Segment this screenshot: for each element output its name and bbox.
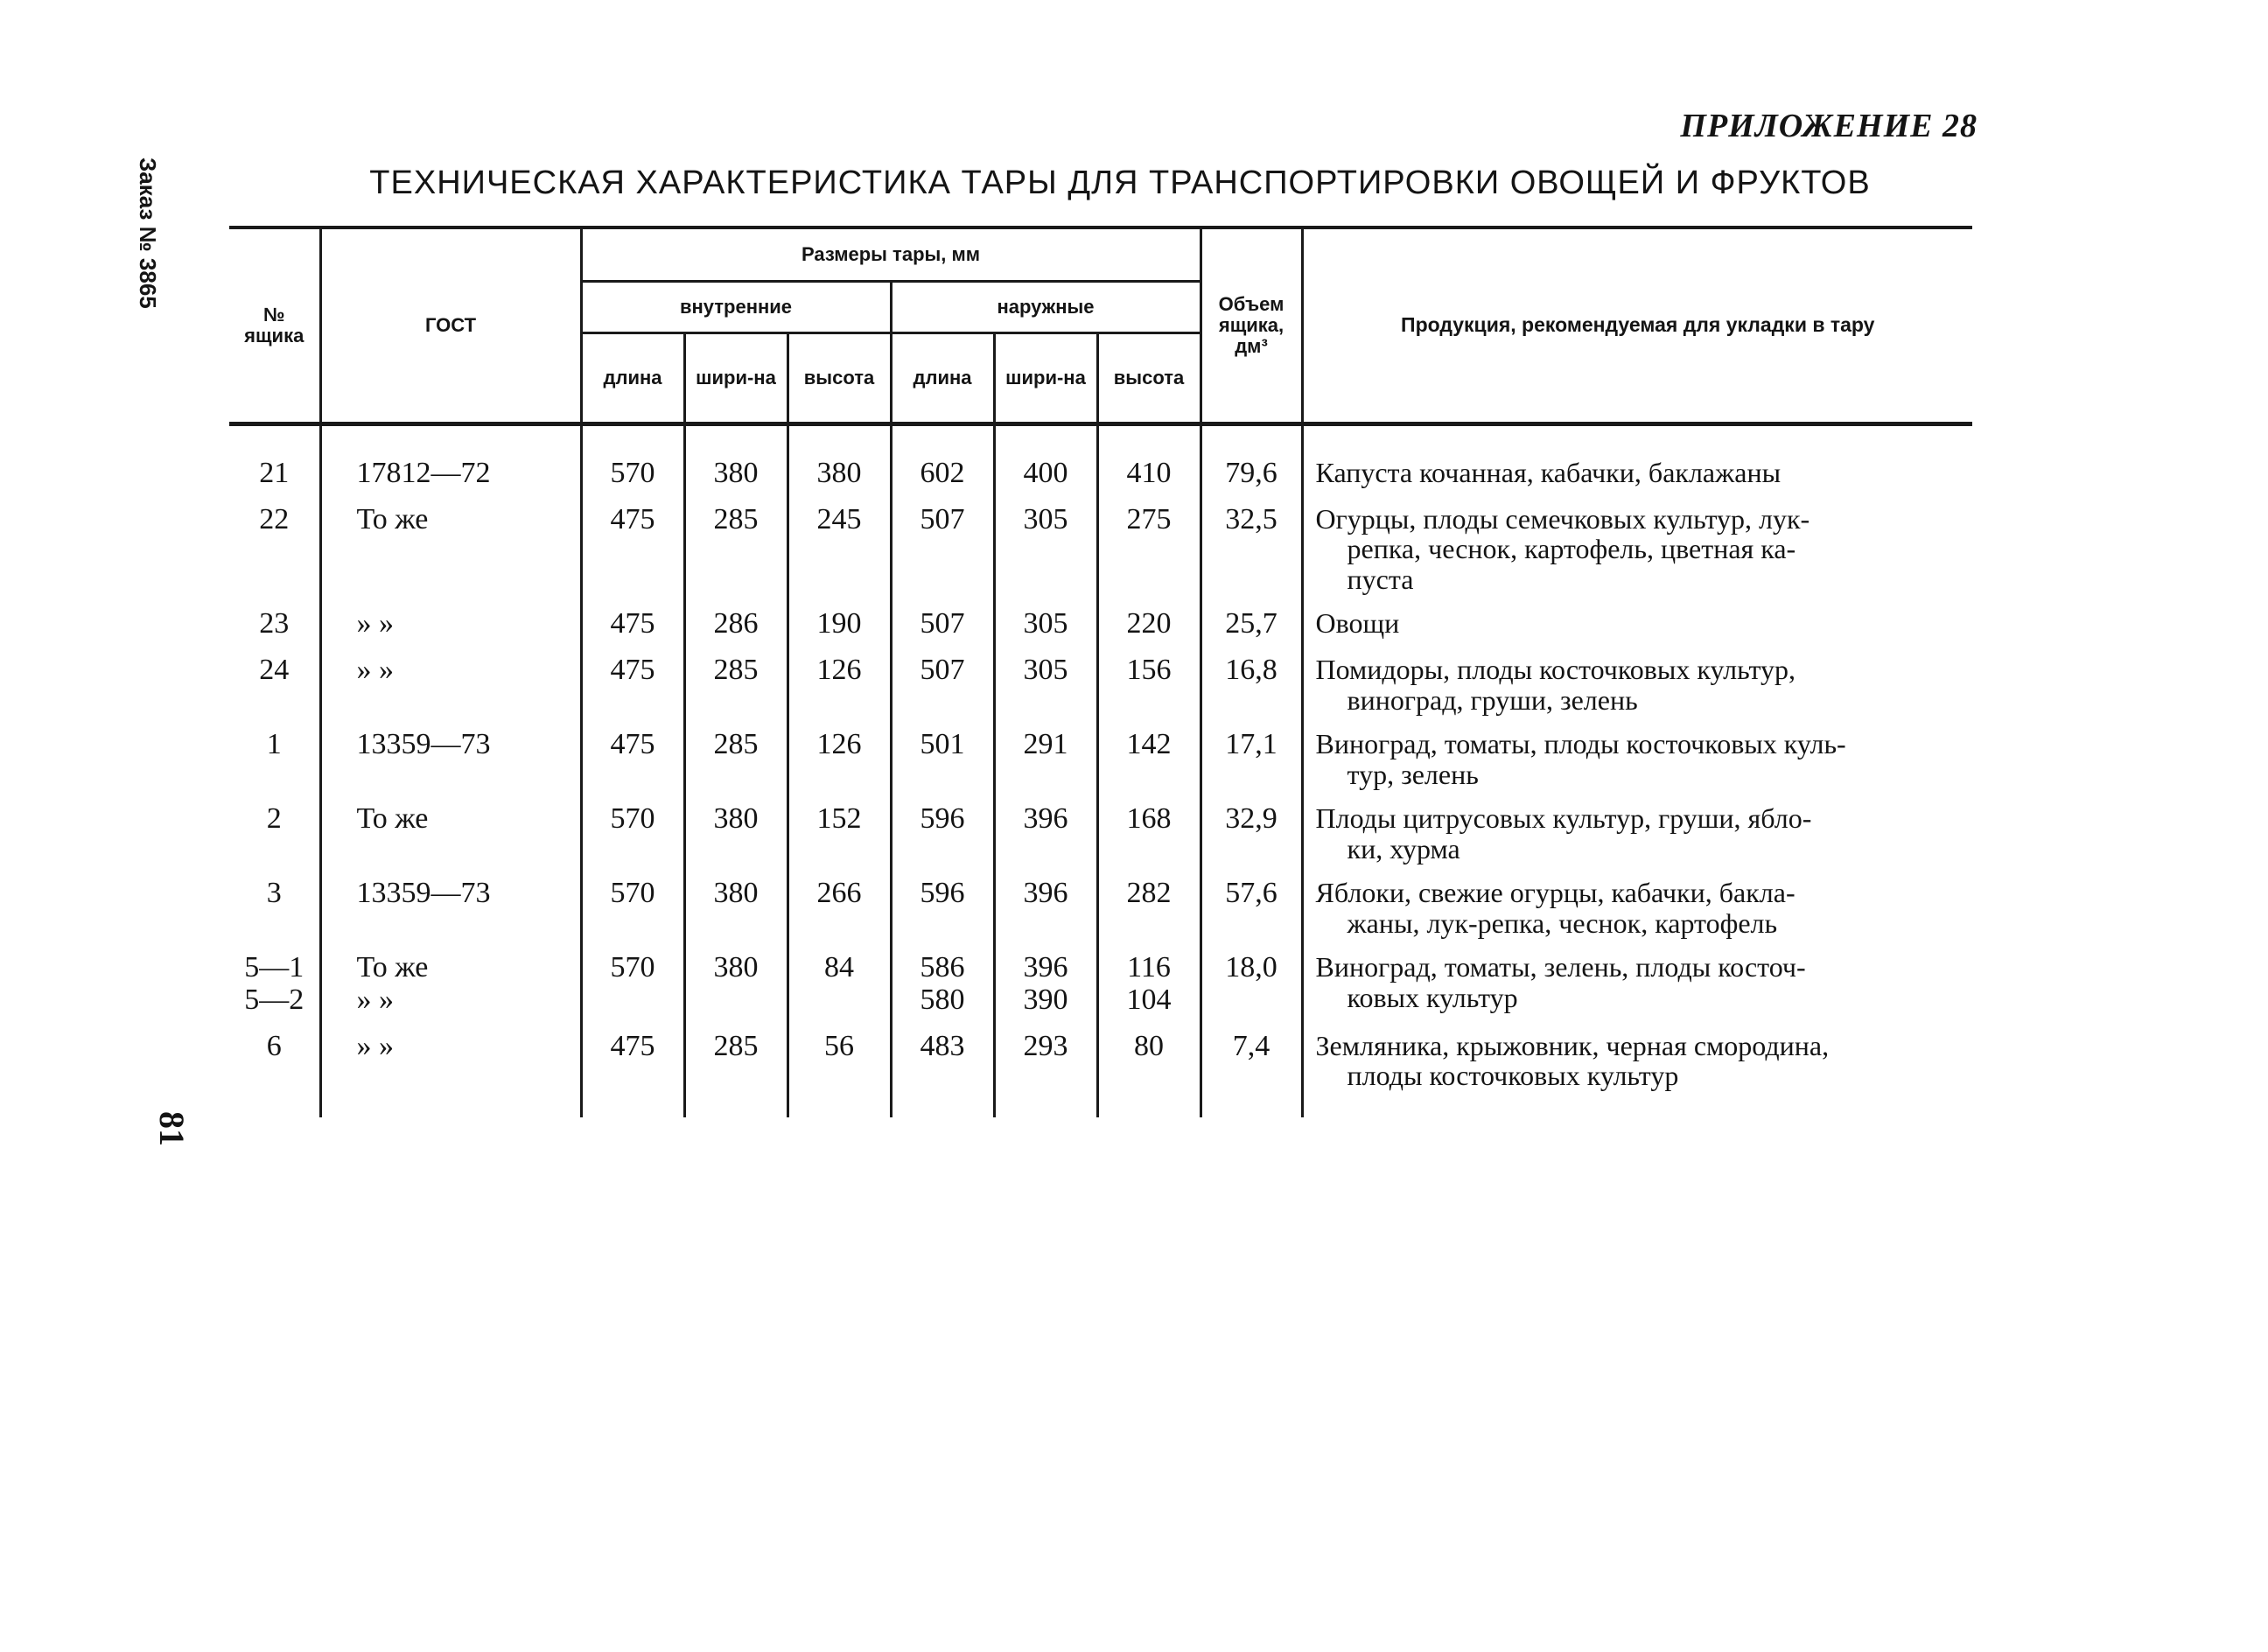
cell-box-no-text: 3 xyxy=(266,877,282,910)
cell-in-l-text: 570 xyxy=(610,877,655,910)
cell-in-h xyxy=(788,451,891,497)
product-line: Виноград, томаты, зелень, плоды косточ- xyxy=(1315,951,1806,984)
cell-vol-text: 16,8 xyxy=(1225,654,1278,687)
cell-box-no-text: 22 xyxy=(259,502,290,536)
cell-in-l-text: 475 xyxy=(610,728,655,761)
cell-out-w xyxy=(994,497,1097,602)
cell-in-w-text: 380 xyxy=(713,802,759,836)
cell-out-w xyxy=(994,451,1097,497)
cell-vol-text: 18,0 xyxy=(1225,951,1278,984)
cell-vol xyxy=(1200,796,1302,871)
cell-out-w-text: 390 xyxy=(1023,984,1068,1017)
cell-out-l xyxy=(891,601,994,648)
cell-vol xyxy=(1200,601,1302,648)
cell-gost xyxy=(320,451,581,497)
table-end-spacer xyxy=(229,1098,1972,1117)
cell-out-w-text: 305 xyxy=(1023,502,1068,536)
cell-in-w xyxy=(684,722,788,796)
cell-in-l xyxy=(581,945,684,1023)
header-dimensions: Размеры тары, мм xyxy=(581,228,1200,282)
cell-in-w-text: 285 xyxy=(713,728,759,761)
table-row xyxy=(229,796,1972,871)
cell-box-no-text: 2 xyxy=(266,802,282,836)
cell-in-l-text: 475 xyxy=(610,1029,655,1062)
cell-out-l-text: 596 xyxy=(920,877,965,910)
cell-in-l xyxy=(581,871,684,945)
product-line: пуста xyxy=(1347,563,1414,595)
cell-in-h xyxy=(788,1024,891,1098)
cell-box-no-text: 21 xyxy=(259,457,290,489)
cell-box-no xyxy=(229,451,320,497)
container-specs-table xyxy=(229,226,1972,1117)
cell-in-l xyxy=(581,601,684,648)
cell-out-h-text: 410 xyxy=(1126,457,1172,489)
cell-products xyxy=(1302,601,1972,648)
cell-out-w xyxy=(994,871,1097,945)
product-line: ковых культур xyxy=(1347,982,1518,1013)
table-row xyxy=(229,945,1972,1023)
cell-out-h xyxy=(1097,871,1200,945)
cell-out-w-text: 396 xyxy=(1023,802,1068,836)
cell-products xyxy=(1302,1024,1972,1098)
cell-in-h-text: 126 xyxy=(816,654,862,687)
cell-in-h xyxy=(788,945,891,1023)
cell-out-h xyxy=(1097,648,1200,722)
cell-out-h xyxy=(1097,945,1200,1023)
cell-in-w-text: 380 xyxy=(713,951,759,984)
cell-out-l xyxy=(891,796,994,871)
cell-in-w xyxy=(684,601,788,648)
cell-vol xyxy=(1200,722,1302,796)
cell-products xyxy=(1302,871,1972,945)
cell-in-w-text: 285 xyxy=(713,502,759,536)
cell-out-l-text: 483 xyxy=(920,1029,965,1062)
cell-in-h xyxy=(788,601,891,648)
cell-out-l xyxy=(891,871,994,945)
cell-vol-text: 32,5 xyxy=(1225,502,1278,536)
table-row xyxy=(229,451,1972,497)
cell-gost-text: » » xyxy=(356,607,394,640)
cell-in-h-text: 56 xyxy=(824,1029,854,1062)
cell-vol xyxy=(1200,451,1302,497)
cell-in-w xyxy=(684,796,788,871)
cell-gost xyxy=(320,796,581,871)
cell-gost-text: » » xyxy=(356,984,394,1017)
cell-out-h xyxy=(1097,451,1200,497)
cell-in-l xyxy=(581,796,684,871)
cell-box-no xyxy=(229,871,320,945)
cell-products xyxy=(1302,722,1972,796)
cell-vol xyxy=(1200,945,1302,1023)
cell-in-h xyxy=(788,871,891,945)
header-products: Продукция, рекомендуемая для укладки в тару xyxy=(1302,228,1972,424)
cell-out-l xyxy=(891,945,994,1023)
cell-in-h-text: 245 xyxy=(816,502,862,536)
header-volume: Объем ящика, дм³ xyxy=(1200,228,1302,424)
header-inner-length: длина xyxy=(581,333,684,424)
cell-in-h-text: 266 xyxy=(816,877,862,910)
table-spacer xyxy=(229,424,1972,452)
cell-out-h xyxy=(1097,722,1200,796)
header-gost: ГОСТ xyxy=(320,228,581,424)
product-line: Плоды цитрусовых культур, груши, ябло- xyxy=(1315,802,1812,835)
cell-gost-text: То же xyxy=(356,951,429,984)
cell-box-no-text: 5—1 xyxy=(244,951,304,984)
product-line: жаны, лук-репка, чеснок, картофель xyxy=(1347,906,1778,939)
cell-products xyxy=(1302,648,1972,722)
cell-in-w xyxy=(684,945,788,1023)
cell-out-w-text: 400 xyxy=(1023,457,1068,489)
cell-vol-text: 32,9 xyxy=(1225,802,1278,836)
cell-out-w xyxy=(994,648,1097,722)
cell-out-w-text: 305 xyxy=(1023,654,1068,687)
cell-out-w-text: 305 xyxy=(1023,607,1068,640)
cell-gost-text: » » xyxy=(356,654,394,687)
order-note: Заказ № 3865 xyxy=(135,158,161,309)
product-line: Помидоры, плоды косточковых культур, xyxy=(1315,654,1796,686)
cell-out-w-text: 291 xyxy=(1023,728,1068,761)
header-inner: внутренние xyxy=(581,282,891,333)
cell-out-w-text: 396 xyxy=(1023,877,1068,910)
cell-in-h xyxy=(788,648,891,722)
cell-vol xyxy=(1200,497,1302,602)
cell-vol-text: 7,4 xyxy=(1232,1029,1270,1062)
header-outer-width: шири-на xyxy=(994,333,1097,424)
cell-out-l xyxy=(891,722,994,796)
cell-out-w xyxy=(994,601,1097,648)
cell-in-l xyxy=(581,1024,684,1098)
cell-in-l xyxy=(581,497,684,602)
cell-gost xyxy=(320,722,581,796)
cell-out-h-text: 275 xyxy=(1126,502,1172,536)
cell-box-no-text: 1 xyxy=(266,728,282,761)
cell-out-h xyxy=(1097,497,1200,602)
cell-out-w-text: 293 xyxy=(1023,1029,1068,1062)
product-line: Виноград, томаты, плоды косточковых куль- xyxy=(1315,728,1846,760)
cell-in-w-text: 380 xyxy=(713,457,759,489)
cell-in-l xyxy=(581,722,684,796)
header-outer-height: высота xyxy=(1097,333,1200,424)
cell-in-h-text: 84 xyxy=(824,951,854,984)
table-row xyxy=(229,722,1972,796)
cell-vol xyxy=(1200,871,1302,945)
product-line: Капуста кочанная, кабачки, баклажаны xyxy=(1315,457,1782,488)
cell-out-h-text: 104 xyxy=(1126,984,1172,1017)
cell-in-h-text: 190 xyxy=(816,607,862,640)
cell-in-w xyxy=(684,648,788,722)
cell-in-h-text: 126 xyxy=(816,728,862,761)
cell-vol-text: 25,7 xyxy=(1225,607,1278,640)
table-row xyxy=(229,648,1972,722)
cell-box-no-text: 24 xyxy=(259,654,290,687)
product-line: Яблоки, свежие огурцы, кабачки, бакла- xyxy=(1315,877,1796,909)
cell-in-l-text: 475 xyxy=(610,654,655,687)
product-line: тур, зелень xyxy=(1347,758,1479,790)
cell-in-l xyxy=(581,648,684,722)
cell-products xyxy=(1302,451,1972,497)
cell-products xyxy=(1302,945,1972,1023)
product-line: Земляника, крыжовник, черная смородина, xyxy=(1315,1029,1830,1061)
header-outer: наружные xyxy=(891,282,1200,333)
cell-in-w xyxy=(684,497,788,602)
cell-out-h xyxy=(1097,796,1200,871)
cell-gost-text: То же xyxy=(356,502,429,536)
cell-in-w xyxy=(684,1024,788,1098)
cell-box-no xyxy=(229,497,320,602)
cell-out-l-text: 580 xyxy=(920,984,965,1017)
cell-vol xyxy=(1200,1024,1302,1098)
cell-gost xyxy=(320,497,581,602)
cell-in-w-text: 285 xyxy=(713,1029,759,1062)
cell-box-no xyxy=(229,601,320,648)
cell-out-h-text: 220 xyxy=(1126,607,1172,640)
cell-in-l xyxy=(581,451,684,497)
cell-out-l-text: 596 xyxy=(920,802,965,836)
product-line: Огурцы, плоды семечковых культур, лук- xyxy=(1315,502,1810,535)
cell-in-w-text: 286 xyxy=(713,607,759,640)
table-row xyxy=(229,497,1972,602)
cell-in-l-text: 475 xyxy=(610,607,655,640)
cell-in-w xyxy=(684,451,788,497)
table-row xyxy=(229,871,1972,945)
cell-out-l xyxy=(891,497,994,602)
cell-gost-text: » » xyxy=(356,1029,394,1062)
header-outer-length: длина xyxy=(891,333,994,424)
cell-in-h-text: 152 xyxy=(816,802,862,836)
cell-gost xyxy=(320,601,581,648)
appendix-label: ПРИЛОЖЕНИЕ 28 xyxy=(1680,108,1978,144)
cell-in-h xyxy=(788,796,891,871)
page-number: 81 xyxy=(152,1111,192,1146)
cell-in-l-text: 570 xyxy=(610,457,655,489)
cell-out-h-text: 80 xyxy=(1134,1029,1164,1062)
cell-box-no-text: 6 xyxy=(266,1029,282,1062)
cell-box-no-text: 23 xyxy=(259,607,290,640)
cell-gost xyxy=(320,945,581,1023)
product-line: репка, чеснок, картофель, цветная ка- xyxy=(1347,533,1796,565)
cell-gost-text: То же xyxy=(356,802,429,836)
cell-products xyxy=(1302,497,1972,602)
cell-in-w-text: 285 xyxy=(713,654,759,687)
cell-box-no xyxy=(229,722,320,796)
cell-out-h-text: 156 xyxy=(1126,654,1172,687)
cell-out-h xyxy=(1097,1024,1200,1098)
product-line: ки, хурма xyxy=(1347,832,1460,864)
cell-out-h-text: 282 xyxy=(1126,877,1172,910)
cell-in-l-text: 570 xyxy=(610,951,655,984)
cell-out-w xyxy=(994,796,1097,871)
cell-in-w-text: 380 xyxy=(713,877,759,910)
cell-box-no xyxy=(229,1024,320,1098)
cell-out-l xyxy=(891,451,994,497)
cell-in-h-text: 380 xyxy=(816,457,862,489)
cell-in-l-text: 570 xyxy=(610,802,655,836)
cell-vol-text: 79,6 xyxy=(1225,457,1278,489)
cell-out-w xyxy=(994,1024,1097,1098)
header-inner-height: высота xyxy=(788,333,891,424)
cell-out-l-text: 586 xyxy=(920,951,965,984)
cell-out-l-text: 507 xyxy=(920,654,965,687)
cell-in-h xyxy=(788,722,891,796)
cell-products xyxy=(1302,796,1972,871)
cell-gost-text: 13359—73 xyxy=(356,728,491,761)
cell-vol xyxy=(1200,648,1302,722)
cell-out-l-text: 602 xyxy=(920,457,965,489)
header-inner-width: шири-на xyxy=(684,333,788,424)
cell-box-no xyxy=(229,796,320,871)
cell-box-no xyxy=(229,945,320,1023)
cell-out-h-text: 168 xyxy=(1126,802,1172,836)
header-box-no: № ящика xyxy=(229,228,320,424)
cell-gost xyxy=(320,648,581,722)
cell-in-l-text: 475 xyxy=(610,502,655,536)
cell-out-l-text: 501 xyxy=(920,728,965,761)
cell-vol-text: 17,1 xyxy=(1225,728,1278,761)
product-line: плоды косточковых культур xyxy=(1347,1060,1679,1092)
cell-in-w xyxy=(684,871,788,945)
cell-out-l xyxy=(891,1024,994,1098)
cell-gost xyxy=(320,1024,581,1098)
cell-out-h-text: 116 xyxy=(1127,951,1171,984)
cell-out-w xyxy=(994,945,1097,1023)
product-line: Овощи xyxy=(1315,607,1400,640)
cell-out-l-text: 507 xyxy=(920,502,965,536)
cell-out-l xyxy=(891,648,994,722)
cell-out-h-text: 142 xyxy=(1126,728,1172,761)
document-title: ТЕХНИЧЕСКАЯ ХАРАКТЕРИСТИКА ТАРЫ ДЛЯ ТРАНСПОРТИРОВКИ ОВОЩЕЙ И ФРУКТОВ xyxy=(369,164,1871,201)
cell-box-no xyxy=(229,648,320,722)
cell-out-w xyxy=(994,722,1097,796)
product-line: виноград, груши, зелень xyxy=(1347,683,1638,716)
cell-in-h xyxy=(788,497,891,602)
cell-gost xyxy=(320,871,581,945)
cell-out-w-text: 396 xyxy=(1023,951,1068,984)
cell-vol-text: 57,6 xyxy=(1225,877,1278,910)
cell-box-no-text: 5—2 xyxy=(244,984,304,1017)
cell-gost-text: 17812—72 xyxy=(356,457,491,489)
cell-out-l-text: 507 xyxy=(920,607,965,640)
table-row xyxy=(229,601,1972,648)
cell-gost-text: 13359—73 xyxy=(356,877,491,910)
cell-out-h xyxy=(1097,601,1200,648)
table-row xyxy=(229,1024,1972,1098)
